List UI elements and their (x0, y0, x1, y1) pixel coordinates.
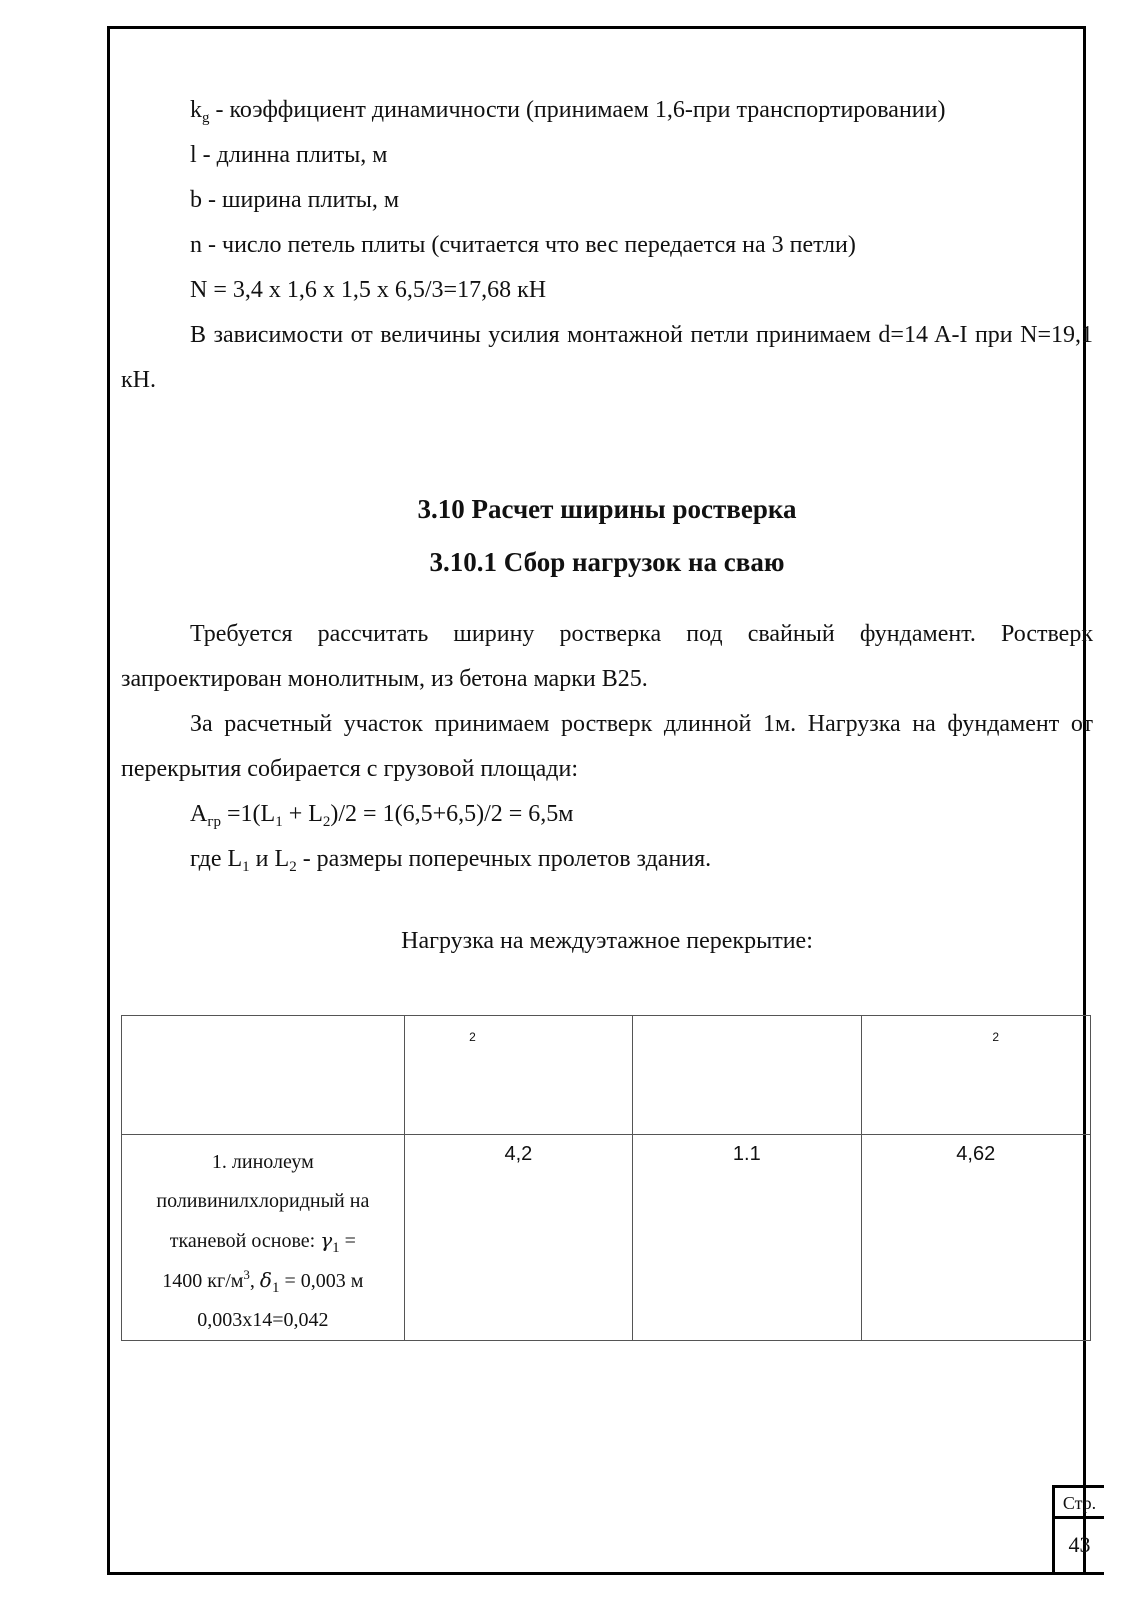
document-content (121, 88, 1093, 955)
header-cell: 2 (404, 1016, 632, 1135)
layer-description: 1. линолеум поливинилхлоридный на тканевой основе: $\gamma_1$ = 1400 $кг/м^3$, $\delta_1 = 0,003$ м 0,003х14=0,042 (122, 1135, 405, 1341)
paragraph-grillage: Требуется рассчитать ширину ростверка под свайный фундамент. Ростверк запроектирован монолитным, из бетона марки В25. (121, 621, 1093, 692)
design-load-value: 4,62 (861, 1135, 1090, 1341)
header-cell: 2 (861, 1016, 1090, 1135)
l-definition: l - длинна плиты, м (190, 142, 388, 168)
paragraph-load-area: За расчетный участок принимаем ростверк длинной 1м. Нагрузка на фундамент от перекрытия собирается с грузовой площади: (121, 711, 1093, 782)
section-title: 3.10 Расчет ширины ростверка (417, 494, 797, 524)
table-header-row (122, 1016, 1091, 1135)
header-cell (122, 1016, 405, 1135)
b-definition: b - ширина плиты, м (190, 187, 400, 213)
normative-load-value: 4,2 (404, 1135, 632, 1341)
n-formula: N = 3,4 х 1,6 х 1,5 х 6,5/3=17,68 кН (190, 277, 547, 303)
table-caption: Нагрузка на междуэтажное перекрытие: (401, 928, 813, 954)
table-row (122, 1135, 1091, 1341)
section-subtitle: 3.10.1 Сбор нагрузок на сваю (429, 547, 785, 577)
loop-paragraph: В зависимости от величины усилия монтажной петли принимаем d=14 A-I при N=19,1 кН. (121, 322, 1093, 393)
loads-table (121, 1015, 1091, 1341)
area-formula: $А_{гр} =1(L_1 + L_2)/2 = 1(6,5+6,5)/2 = 6,5м$ (190, 801, 574, 830)
safety-factor-value: 1.1 (633, 1135, 861, 1341)
spans-note: где $L_1$ и $L_2$ - размеры поперечных пролетов здания. (190, 846, 712, 875)
header-cell (633, 1016, 861, 1135)
n-definition: n - число петель плиты (считается что вес передается на 3 петли) (190, 232, 856, 258)
page-number: 43 (1052, 1519, 1104, 1575)
kg-definition: $k_g$ - коэффициент динамичности (принимаем 1,6-при транспортировании) (190, 97, 946, 126)
page-stamp-label: Стр. (1052, 1485, 1104, 1519)
